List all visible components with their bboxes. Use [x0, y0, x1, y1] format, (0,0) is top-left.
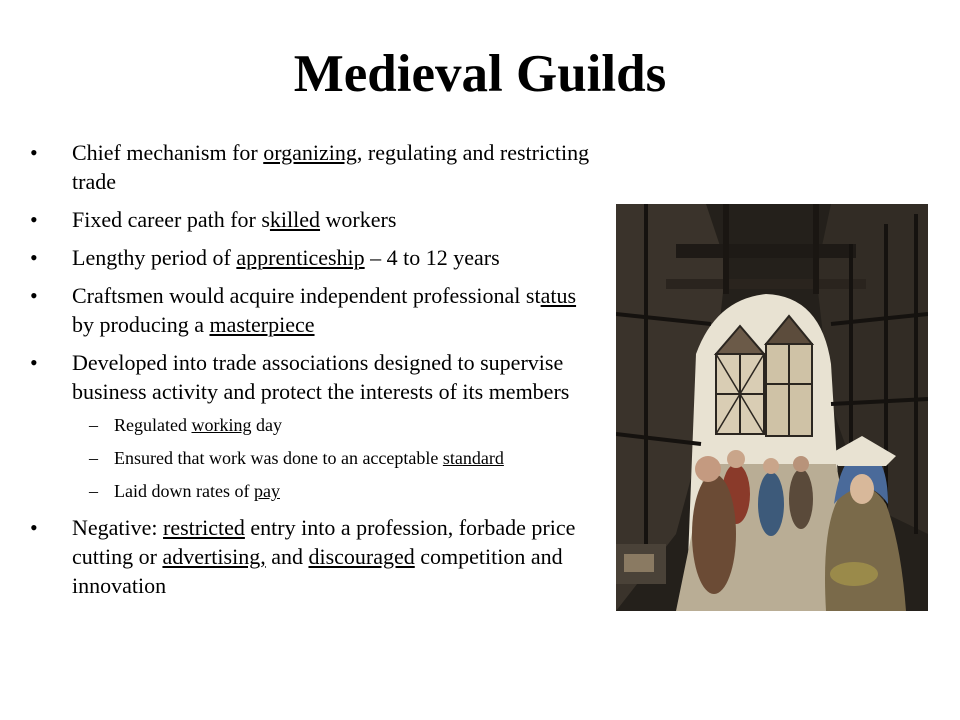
text-segment: Chief mechanism for — [72, 140, 264, 165]
bullet-marker: • — [30, 245, 38, 270]
bullet-marker: • — [30, 207, 38, 232]
text-segment: by producing a — [72, 312, 210, 337]
bullet-list — [30, 138, 600, 609]
underlined-text: restricted — [163, 515, 245, 540]
text-segment: Lengthy period of — [72, 245, 237, 270]
bullet-item — [30, 243, 600, 272]
bullet-item — [30, 138, 600, 196]
text-segment: Laid down rates of — [114, 481, 254, 501]
bullet-marker: • — [30, 140, 38, 165]
bullet-text — [72, 283, 576, 337]
text-segment: Developed into trade associations designed to supervise business activity and protect the interests of its members — [72, 350, 570, 404]
underlined-text: advertising, — [162, 544, 266, 569]
text-segment: – 4 to 12 years — [364, 245, 500, 270]
text-segment: Fixed career path for s — [72, 207, 270, 232]
street-scene-drawing — [616, 204, 928, 611]
text-segment: day — [251, 415, 282, 435]
underlined-text: killed — [269, 207, 321, 232]
underlined-text: organizing — [263, 140, 357, 165]
sub-bullet-text — [114, 448, 504, 468]
bullet-text — [72, 515, 575, 598]
sub-bullet-text — [114, 415, 282, 435]
text-segment: competition and innovation — [72, 544, 563, 598]
underlined-text: apprenticeship — [236, 245, 365, 270]
bullet-marker: • — [30, 283, 38, 308]
text-segment: workers — [320, 207, 397, 232]
text-segment: Craftsmen would acquire independent professional st — [72, 283, 541, 308]
bullet-text — [72, 245, 500, 270]
slide-title: Medieval Guilds — [293, 45, 667, 103]
underlined-text: masterpiece — [209, 312, 315, 337]
text-segment: Ensured that work was done to an acceptable — [114, 448, 443, 468]
sub-bullet-marker: – — [89, 415, 98, 435]
bullet-marker: • — [30, 515, 38, 540]
text-segment: Regulated — [114, 415, 192, 435]
underlined-text: discouraged — [308, 544, 415, 569]
bullet-item — [30, 205, 600, 234]
sub-bullet-item — [72, 447, 600, 470]
bullet-text — [72, 140, 589, 194]
sub-bullet-text — [114, 481, 280, 501]
underlined-text: standard — [442, 448, 504, 468]
text-segment: , regulating and restricting trade — [72, 140, 590, 194]
underlined-text: pay — [253, 481, 280, 501]
bullet-item — [30, 513, 600, 600]
sub-bullet-marker: – — [89, 481, 98, 501]
sub-bullet-item — [72, 480, 600, 503]
underlined-text: atus — [540, 283, 577, 308]
sub-bullet-marker: – — [89, 448, 98, 468]
bullet-item — [30, 348, 600, 503]
bullet-text — [72, 350, 569, 404]
medieval-street-scene-image — [616, 204, 928, 611]
text-segment: entry into a profession, forbade price cutting or — [72, 515, 576, 569]
bullet-item — [30, 281, 600, 339]
bullet-marker: • — [30, 350, 38, 375]
text-segment: Negative: — [72, 515, 164, 540]
sub-bullet-item — [72, 414, 600, 437]
sub-bullet-list — [72, 414, 600, 503]
bullet-text — [72, 207, 396, 232]
text-segment: and — [265, 544, 309, 569]
underlined-text: working — [191, 415, 252, 435]
